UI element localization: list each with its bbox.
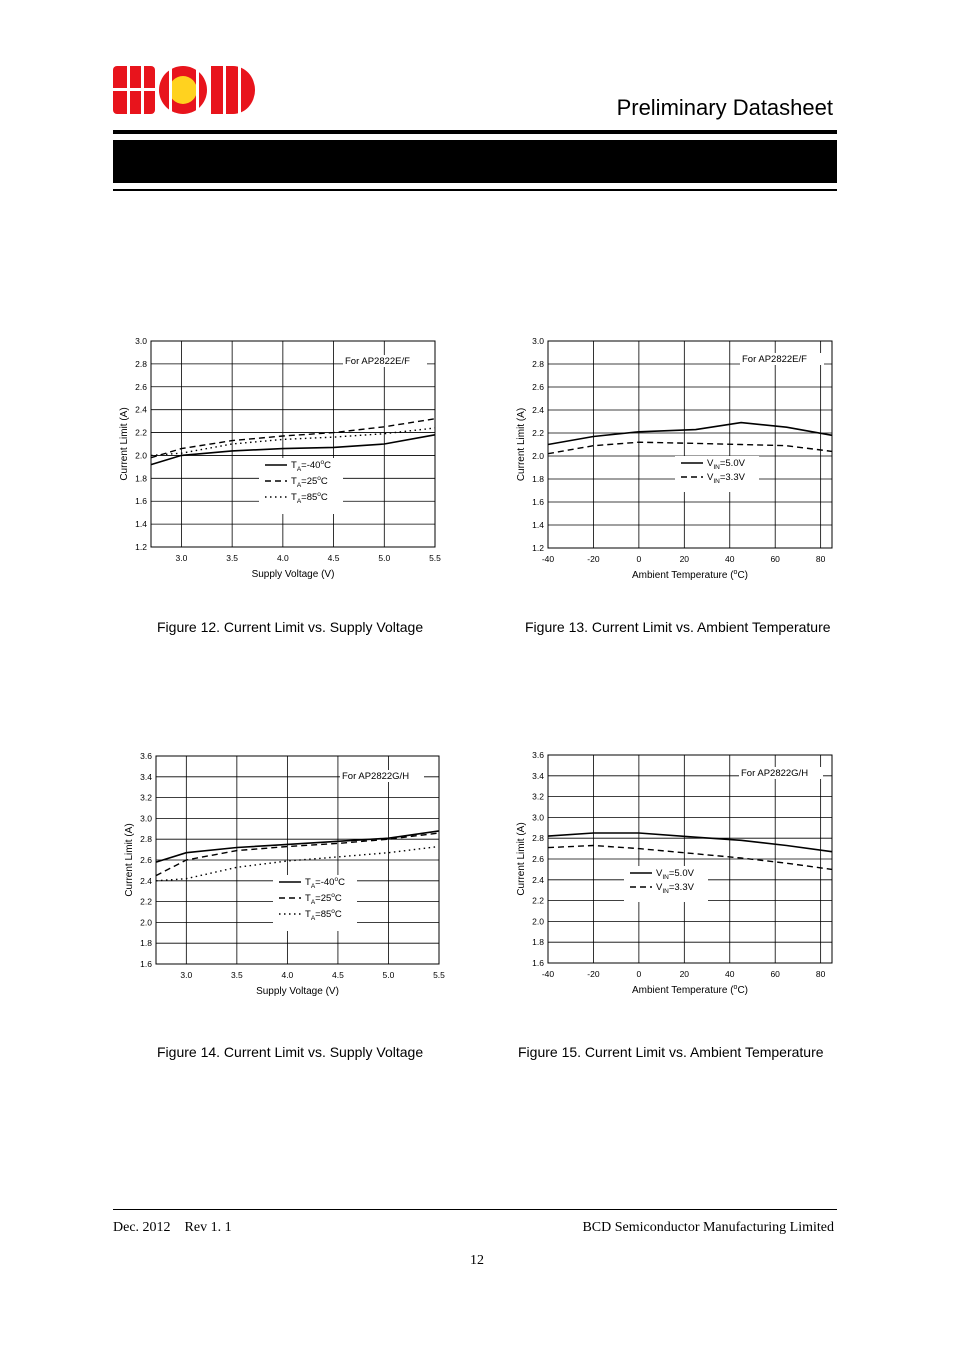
- series-line: [548, 442, 832, 454]
- y-tick-label: 2.0: [532, 916, 544, 927]
- x-tick-label: 40: [725, 969, 735, 979]
- y-axis-label: Current Limit (A): [124, 823, 135, 897]
- legend-value: =3.3V: [668, 882, 694, 893]
- x-tick-label: 0: [636, 554, 642, 564]
- series-line: [151, 428, 435, 455]
- legend-value: =85: [315, 909, 332, 920]
- footer-company: BCD Semiconductor Manufacturing Limited: [582, 1220, 834, 1235]
- figure-13-caption: Figure 13. Current Limit vs. Ambient Temperature: [525, 619, 831, 635]
- y-tick-label: 3.2: [140, 792, 152, 803]
- legend-variable: T: [291, 460, 297, 471]
- legend-label: [305, 892, 342, 906]
- legend-variable: T: [291, 476, 297, 487]
- x-axis-label: Supply Voltage (V): [256, 986, 339, 997]
- x-tick-label: 20: [679, 554, 690, 564]
- plot-frame: [548, 341, 832, 548]
- y-tick-label: 1.2: [532, 543, 544, 553]
- x-tick-label: 80: [815, 969, 826, 979]
- x-tick-label: 3.5: [226, 553, 239, 563]
- x-tick-label: 3.0: [180, 970, 193, 980]
- series-line: [548, 846, 832, 870]
- y-tick-label: 3.6: [140, 751, 152, 761]
- y-tick-label: 1.8: [532, 937, 544, 948]
- y-tick-label: 2.8: [532, 359, 544, 369]
- series-line: [156, 831, 439, 862]
- grid: [156, 756, 439, 964]
- figure-12-caption: Figure 12. Current Limit vs. Supply Voltage: [157, 619, 424, 635]
- chart-figure-13: [507, 330, 847, 588]
- x-tick-label: 4.0: [276, 553, 289, 563]
- figure-15-caption: Figure 15. Current Limit vs. Ambient Temperature: [518, 1044, 824, 1060]
- grid: [548, 755, 832, 963]
- legend-unit: C: [334, 909, 342, 920]
- legend-variable: T: [291, 492, 297, 503]
- logo-letter-d: [211, 64, 255, 116]
- x-tick-label: -40: [541, 969, 555, 979]
- y-tick-label: 2.8: [140, 834, 152, 845]
- degree-mark: o: [320, 459, 325, 466]
- x-tick-label: 5.0: [382, 970, 395, 980]
- grid: [548, 341, 832, 548]
- x-tick-label: 80: [815, 554, 826, 564]
- series-line: [151, 419, 435, 458]
- x-tick-label: 40: [725, 554, 735, 564]
- y-tick-label: 2.0: [135, 450, 147, 461]
- footer-date-revision: Dec. 2012 Rev 1. 1: [113, 1220, 232, 1235]
- series-line: [548, 833, 832, 852]
- x-tick-label: -20: [587, 554, 600, 564]
- degree-mark: o: [331, 892, 335, 899]
- legend-subscript: A: [310, 883, 316, 890]
- chart-annotation: For AP2822G/H: [342, 771, 410, 782]
- x-tick-label: 4.0: [281, 970, 294, 980]
- x-tick-label: 20: [679, 969, 690, 979]
- degree-mark: o: [334, 876, 339, 883]
- x-axis-label-part: C): [737, 570, 748, 581]
- legend-unit: C: [324, 460, 331, 471]
- legend-subscript: IN: [713, 464, 720, 471]
- y-tick-label: 1.6: [135, 496, 147, 507]
- y-tick-label: 1.6: [532, 958, 544, 968]
- y-tick-label: 2.8: [135, 358, 147, 369]
- x-tick-label: 3.0: [175, 553, 188, 563]
- x-axis-label-part: Ambient Temperature (: [632, 570, 734, 581]
- y-tick-label: 3.0: [532, 336, 544, 346]
- y-tick-label: 2.6: [532, 382, 544, 392]
- chart-figure-15: [507, 745, 847, 1003]
- header-rule: [113, 130, 837, 134]
- legend-unit: C: [320, 492, 328, 503]
- plot-frame: [151, 341, 435, 547]
- chart-figure-14: [114, 745, 454, 1000]
- y-tick-label: 3.4: [532, 770, 544, 781]
- legend-value: =85: [301, 492, 318, 503]
- legend-variable: T: [305, 893, 311, 904]
- legend-unit: C: [320, 476, 328, 487]
- y-tick-label: 1.8: [135, 473, 147, 484]
- x-tick-label: 60: [770, 554, 780, 564]
- header-underline: [113, 189, 837, 191]
- chart-annotation: For AP2822E/F: [345, 356, 410, 367]
- x-tick-label: 5.0: [378, 553, 391, 563]
- y-tick-label: 1.2: [135, 542, 147, 552]
- x-tick-label: 4.5: [327, 553, 340, 563]
- legend-label: [305, 908, 342, 922]
- logo-letter-c: [159, 64, 207, 116]
- y-tick-label: 2.2: [532, 428, 544, 438]
- degree-mark: o: [331, 908, 335, 915]
- legend-subscript: A: [296, 482, 302, 489]
- x-tick-label: 5.5: [433, 970, 445, 980]
- degree-mark: o: [733, 569, 738, 576]
- legend-variable: T: [305, 909, 311, 920]
- legend-variable: V: [656, 868, 663, 879]
- header-banner: [113, 140, 837, 183]
- y-tick-label: 3.0: [135, 336, 147, 346]
- x-axis-label: [632, 984, 748, 996]
- x-tick-label: 0: [636, 969, 642, 979]
- y-tick-label: 3.4: [140, 771, 152, 782]
- y-tick-label: 2.0: [532, 451, 544, 461]
- y-tick-label: 2.4: [532, 405, 544, 415]
- chart-annotation: For AP2822E/F: [742, 354, 807, 365]
- page-number: 12: [470, 1253, 484, 1268]
- y-tick-label: 2.2: [135, 427, 147, 438]
- y-tick-label: 3.6: [532, 750, 544, 760]
- legend-label: [291, 491, 328, 505]
- x-axis-label-part: C): [737, 985, 748, 996]
- legend-variable: T: [305, 877, 311, 888]
- y-tick-label: 2.6: [532, 854, 544, 864]
- y-axis-label: Current Limit (A): [516, 822, 527, 896]
- x-axis-label: [632, 569, 748, 581]
- bcd-logo: [113, 64, 255, 116]
- legend-value: =3.3V: [719, 472, 745, 483]
- legend-value: =-40: [301, 460, 321, 471]
- legend-subscript: A: [296, 466, 302, 473]
- legend-background: [675, 456, 759, 492]
- legend-value: =-40: [315, 877, 335, 888]
- figure-14-caption: Figure 14. Current Limit vs. Supply Voltage: [157, 1044, 424, 1060]
- legend-variable: V: [707, 458, 714, 469]
- document-title: Preliminary Datasheet: [616, 95, 833, 120]
- y-tick-label: 2.6: [135, 381, 147, 392]
- y-tick-label: 3.2: [532, 791, 544, 802]
- x-tick-label: 3.5: [230, 970, 243, 980]
- y-tick-label: 2.2: [532, 895, 544, 906]
- degree-mark: o: [317, 475, 321, 482]
- legend-value: =25: [301, 476, 318, 487]
- y-tick-label: 2.4: [140, 875, 152, 886]
- footer-rule: [113, 1209, 837, 1210]
- legend-subscript: A: [310, 899, 316, 906]
- y-tick-label: 2.8: [532, 833, 544, 844]
- x-tick-label: 60: [770, 969, 780, 979]
- legend-variable: V: [656, 882, 663, 893]
- legend-subscript: IN: [662, 874, 669, 881]
- x-axis-label-part: Ambient Temperature (: [632, 985, 734, 996]
- legend-unit: C: [338, 877, 345, 888]
- y-tick-label: 2.2: [140, 896, 152, 907]
- y-tick-label: 2.0: [140, 917, 152, 928]
- degree-mark: o: [733, 984, 738, 991]
- x-axis-label: Supply Voltage (V): [251, 569, 335, 580]
- y-tick-label: 1.6: [532, 497, 544, 507]
- y-tick-label: 1.4: [135, 519, 147, 530]
- chart-figure-12: [110, 330, 450, 580]
- legend-value: =5.0V: [668, 868, 694, 879]
- x-tick-label: -40: [541, 554, 555, 564]
- y-tick-label: 2.4: [135, 404, 147, 415]
- legend-label: [291, 475, 328, 489]
- y-tick-label: 2.6: [140, 855, 152, 865]
- series-line: [548, 423, 832, 445]
- legend-variable: V: [707, 472, 714, 483]
- legend-background: [624, 866, 708, 902]
- x-tick-label: 4.5: [332, 970, 344, 980]
- x-tick-label: -20: [587, 969, 600, 979]
- y-tick-label: 3.0: [140, 813, 152, 824]
- y-tick-label: 2.4: [532, 874, 544, 885]
- legend-unit: C: [334, 893, 342, 904]
- y-axis-label: Current Limit (A): [516, 407, 527, 482]
- y-tick-label: 1.8: [140, 938, 152, 949]
- legend-subscript: IN: [662, 888, 669, 895]
- y-tick-label: 1.6: [140, 959, 152, 969]
- chart-annotation: For AP2822G/H: [741, 768, 809, 779]
- x-tick-label: 5.5: [429, 553, 441, 563]
- legend-subscript: IN: [713, 478, 720, 485]
- legend-value: =25: [315, 893, 332, 904]
- degree-mark: o: [317, 491, 321, 498]
- logo-letter-b: [113, 64, 157, 116]
- legend-subscript: A: [296, 498, 302, 505]
- legend-subscript: A: [310, 915, 316, 922]
- legend-value: =5.0V: [719, 458, 745, 469]
- y-tick-label: 3.0: [532, 812, 544, 823]
- grid: [151, 341, 435, 547]
- y-axis-label: Current Limit (A): [119, 407, 130, 481]
- y-tick-label: 1.8: [532, 474, 544, 484]
- y-tick-label: 1.4: [532, 520, 544, 530]
